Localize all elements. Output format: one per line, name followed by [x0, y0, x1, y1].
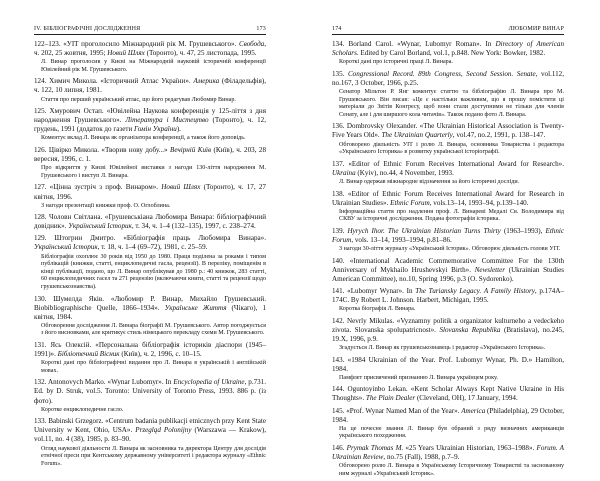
entry-citation	[34, 40, 266, 58]
citation-text: 133. Babinski Grzegorz. «Centrum badania publikacji etnicznych przy Kent State University w Kent, Ohio, USA».	[34, 417, 266, 435]
citation-text: , vol.47, no.2, 1991, p. 138–147.	[452, 131, 546, 140]
entry-annotation: З нагоди 30-ліття журналу «Український Історик». Обговорює діяльність голови УІТ.	[339, 246, 561, 253]
entry-citation	[34, 341, 266, 359]
citation-text: (Торонто), ч. 17, 27 квітня, 1996.	[34, 183, 266, 201]
italic-title: The Ukrainian Quarterly	[381, 131, 453, 140]
bibliography-entry	[332, 317, 564, 353]
italic-title: Forum. A Ukrainian Review	[332, 443, 565, 462]
italic-title: Congressional Record. 89th Congress, Second Session. Senate	[347, 69, 536, 78]
bibliography-entry	[34, 77, 266, 104]
italic-title: The Plain Dealer	[365, 394, 416, 403]
citation-text: (Kyiv), no.44, 4 November, 1993.	[355, 168, 454, 177]
citation-text: 125. Хмурович Остап. «Ювілейна Наукова конференція у 125-ліття з дня народження Грушевського».	[34, 107, 266, 125]
entry-annotation: Короткі дані про бібліографічні видання про Л. Винара в українській і англійській мовах.	[41, 360, 266, 374]
citation-text: 122–123. «УІТ проголосило Міжнародний рік М. Грушевського».	[34, 40, 239, 48]
citation-text: 128. Чоловн Світлана. «Грушевськіана Любомира Винара: бібліографічний довідник».	[34, 213, 266, 231]
bibliography-entry	[34, 417, 266, 468]
entry-citation	[332, 385, 564, 403]
italic-title: Ethnic Forum	[390, 198, 430, 207]
italic-title: Encyclopedia of Ukraine	[173, 378, 245, 387]
entry-annotation: Сенатор Мільтон Р. Янг коментує статтю та бібліографію Л. Винара про М. Грушевського. Він писав: «Це є настільки важливим, що я прошу помістити ці матеріали до Звітів Конгресу, щоб вони стали доступними не тільки для членів Сенату, але і для ширшого кола читачів». Також подано фото Л. Винара.	[339, 88, 564, 118]
citation-text: 124. Химич Микола. «Історичний Атлас України».	[34, 77, 194, 86]
citation-text: (Cleveland, OH), 17 January, 1994.	[415, 394, 518, 403]
page-number: 173	[256, 26, 266, 32]
italic-title: Література і Мистецтво	[125, 116, 209, 125]
italic-title: Ethnic Forum	[332, 226, 565, 244]
entry-citation	[332, 356, 564, 374]
bibliography-entry	[34, 107, 266, 143]
bibliography-entry	[34, 234, 266, 291]
bibliography-entry	[34, 378, 266, 414]
citation-text: (Київ), ч. 2, 1996, с. 10–15.	[119, 350, 202, 359]
citation-text: . Edited by Carol Borland, vol.1, p.848. New York: Bowker, 1982.	[356, 49, 546, 58]
citation-text: , no.75 (Fall), 1988, p.7–9.	[383, 453, 460, 462]
bibliography-entry	[332, 385, 564, 403]
citation-text: , ч. 202, 25 жовтня, 1995;	[34, 40, 266, 58]
citation-text: 136. Dombrovsky Olexander. «The Ukrainian Historical Association is Twenty-Five Years Old».	[332, 122, 564, 140]
bibliography-entry	[332, 407, 564, 441]
entry-citation	[332, 70, 564, 88]
citation-text: 137. «Editor of Ethnic Forum Receives International Award for Research».	[332, 159, 564, 168]
entry-citation	[34, 417, 266, 444]
entry-citation	[34, 107, 266, 134]
citation-text: (Philadelphia), 29 October, 1984.	[332, 406, 565, 424]
bibliography-entry	[34, 40, 266, 74]
bibliography-entry	[332, 257, 564, 284]
running-header	[34, 26, 266, 35]
italic-title: Бібліотечний Вісник	[57, 350, 120, 359]
bibliography-entry	[332, 227, 564, 254]
bibliography-entries	[332, 40, 564, 478]
entry-annotation: Коментує вклад Л. Винара як організатора конференції, а також його доповідь.	[41, 135, 246, 142]
citation-text: 126. Цівірко Микола. «Творив нову добу...»	[34, 146, 170, 155]
citation-text: (Чікаго), 1 квітня, 1984.	[34, 303, 266, 321]
bibliography-entry	[332, 160, 564, 187]
citation-text: , p.174A–174C. By Robert L. Johnson. Harbert, Michigan, 1995.	[332, 286, 564, 305]
italic-title: Українське Життя	[164, 303, 227, 312]
italic-title: Directory of American Scholars	[332, 40, 564, 58]
left-page	[34, 26, 266, 471]
entry-citation	[332, 407, 564, 425]
citation-text: 143. «1984 Ukrainian of the Year. Prof. Lubomyr Wynar, Ph. D.» Hamilton, 1984.	[332, 355, 564, 373]
citation-text: (Торонто), ч. 47, 25 листопада, 1995.	[144, 49, 257, 58]
citation-text: , vols.13–14, 1993–94, p.139–140.	[429, 198, 529, 207]
citation-text: 127. «Цінна зустріч з проф. Винаром».	[34, 183, 162, 192]
entry-citation	[34, 295, 266, 322]
bibliography-entry	[332, 190, 564, 224]
bibliography-entry	[332, 287, 564, 314]
italic-title: America	[461, 406, 486, 415]
citation-text: 141. «Lubomyr Wynar». In	[332, 286, 416, 295]
citation-text: , p.731. Ed. by D. Struk, vol.5. Toronto: University of Toronto Press, 1993. 886 p. (із фото).	[34, 378, 267, 405]
entry-citation	[332, 287, 564, 305]
bibliography-entry	[34, 146, 266, 180]
entry-annotation: Памфлет присвячений признанню Л. Винара українцем року.	[339, 374, 498, 381]
citation-text: (Філадельфія), ч. 122, 10 липня, 1981.	[34, 77, 266, 95]
entry-annotation: Л. Винар одержав міжнародне відзначення за його історичні досліди.	[339, 178, 520, 185]
bibliography-entry	[332, 40, 564, 67]
section-title: ЛЮБОМИР ВИНАР	[508, 26, 564, 32]
citation-text: , т. 34, ч. 1–4 (132–135), 1997, с. 238–274.	[131, 222, 256, 231]
citation-text: 134. Borland Carol. «Wynar, Lubomyr Roman». In	[332, 40, 496, 48]
entry-citation	[332, 257, 564, 284]
citation-text: 132. Antonovych Marko. «Wynar Lubomyr». In	[34, 378, 174, 387]
italic-title: Hyrych Ihor. The Ukrainian Historian Turns Thirty	[347, 226, 501, 235]
entry-annotation: З нагоди презентації книжки проф. О. Оглоблина.	[41, 202, 171, 209]
citation-text: 130. Шумелда Яків. «Любомир Р. Винар, Михайло Грушевський. Biobibliographische Quelle, 1866–1934».	[34, 294, 266, 312]
entry-citation	[34, 146, 266, 164]
bibliography-entry	[34, 213, 266, 231]
page-number: 174	[332, 26, 342, 32]
entry-annotation: На це почесне звання Л. Винар був обраний з ряду визначних американців українського походження.	[339, 425, 564, 440]
citation-text: 144. Oguntoyinbo Lekan. «Kent Scholar Always Kept Native Ukraine in His Thoughts».	[332, 385, 564, 403]
bibliography-entry	[34, 183, 266, 210]
entry-citation	[332, 122, 564, 140]
citation-text: 142. Nevrly Mikulas. «Vyznamny politik a organizator kulturneho a vedeckeho zivota. Slovanska spolupatricnost».	[332, 316, 564, 334]
entry-citation	[34, 183, 266, 201]
citation-text: (Ukrainian Studies American Committee), no.10, Spring 1996, p.3 (O. Sydorenko).	[332, 265, 564, 283]
entry-annotation: Про відкриття у Києві Ювілейної виставки з нагоди 130-ліття народження М. Грушевського і виступ Л. Винара.	[41, 165, 266, 179]
citation-text: 135.	[332, 69, 348, 78]
entry-citation	[332, 190, 564, 208]
entry-citation	[332, 317, 564, 344]
entry-annotation: Коротке енциклопедичне гасло.	[41, 406, 124, 413]
entry-citation	[34, 213, 266, 231]
bibliography-entry	[332, 356, 564, 383]
italic-title: Гомін України	[134, 125, 177, 134]
right-page	[332, 26, 564, 481]
entry-annotation: Л. Винар проголосив у Києві на Міжнародній науковій історичній конференції Ювілейний рік М. Грушевського.	[41, 59, 266, 73]
entry-citation	[332, 160, 564, 178]
citation-text: «25 Years Ukrainian Historian, 1963–1988».	[403, 443, 537, 452]
italic-title: Український Історик	[68, 222, 132, 231]
entry-annotation: Коротка біографія Л. Винара.	[339, 306, 416, 313]
italic-title: Ukraina	[332, 168, 356, 177]
citation-text: 131. Ясь Олексій. «Персональна бібліографія істориків діаспори (1945–1991)».	[34, 341, 266, 359]
entry-annotation: Бібліографія охоплює 30 років від 1950 до 1980. Праця поділена за роками і типом публікацій (книжки, статті, енциклопедичні гасла, рецензії). В переліку, поміщенім в кінці публікації, подано, що Л. Винар опублікував до 1980 р.: 40 книжок, 283 статті, 60 енциклопедичних гасел та 271 рецензію (включаючи книги, статті та рецензії щодо грушевськознавства).	[41, 253, 266, 290]
italic-title: Америка	[193, 77, 220, 86]
bibliography-entries	[34, 40, 266, 468]
bibliography-entry	[34, 341, 266, 375]
entry-annotation: Короткі дані про історичні праці Л. Винара.	[339, 59, 453, 66]
section-title: IV. БІБЛІОГРАФІЧНІ ДОСЛІДЖЕННЯ	[34, 26, 141, 32]
entry-citation	[34, 378, 266, 405]
italic-title: Свобода	[238, 40, 265, 48]
italic-title: The Turiansky Legacy. A Family History	[415, 286, 535, 295]
citation-text: (Торонто), ч. 12, грудень, 1991 (додаток до газети	[34, 116, 266, 134]
citation-text: 129. Штогрин Дмитро. «Бібліографія праць Любомира Винара».	[34, 234, 266, 243]
citation-text: (Bratislava), no.245, 19.X, 1996, p.9.	[332, 325, 565, 343]
citation-text: , т. 18, ч. 1–4 (69–72), 1981, с. 25–59.	[97, 243, 208, 252]
entry-annotation: Обговорено діяльність УІТ і ролю Л. Винара, основника Товариства і редактора «Українського Історика» в розвитку української історіографії.	[339, 141, 564, 156]
entry-annotation: Згадується Л. Винар як грушевськознавець і редактор «Українського Історика».	[339, 345, 546, 351]
citation-text: , vol.112, no.167, 3 October, 1966, p.25.	[332, 69, 564, 87]
citation-text: 139.	[332, 226, 348, 235]
italic-title: Новий Шлях	[161, 183, 201, 192]
entry-annotation: Стаття про перший український атлас, що його редагував Любомир Винар.	[41, 96, 236, 103]
bibliography-entry	[332, 122, 564, 156]
citation-text: (Warszawa — Krakow), vol.11, no. 4 (38), 1985, p. 83–90.	[34, 426, 266, 444]
running-header	[332, 26, 564, 35]
italic-title: Новий Шлях	[107, 49, 145, 58]
italic-title: Slovanska Republika	[439, 325, 501, 334]
bibliography-entry	[34, 295, 266, 338]
entry-annotation: Обговорено ролю Л. Винара в Українському Історичному Товаристві та заснованому ним журналі «Український Історик».	[339, 463, 564, 477]
entry-annotation: Інформаційна стаття про надлення проф. Л. Винареві Медалі Св. Володимира від СКВУ за історичні дослідження. Подана фотографія історика.	[339, 208, 564, 223]
italic-title: Newsletter	[474, 265, 506, 274]
italic-title: Вечірній Київ	[169, 146, 212, 155]
citation-text: 140. «International Academic Commemorative Committee For the 130th Anniversary of Mykhailo Hrushevskyi Birth».	[332, 256, 564, 274]
entry-citation	[332, 40, 564, 58]
italic-title: Przegląd Polonijny	[135, 426, 192, 435]
citation-text: , vols. 13–14, 1993–1994, p.81–86.	[351, 235, 452, 244]
bibliography-entry	[332, 70, 564, 120]
citation-text: 146.	[332, 443, 347, 452]
italic-title: Prymak Thomas M.	[346, 443, 404, 452]
entry-citation	[332, 227, 564, 245]
bibliography-entry	[332, 444, 564, 478]
entry-citation	[34, 77, 266, 95]
italic-title: Український Історик	[34, 243, 98, 252]
citation-text: 145. «Prof. Wynar Named Man of the Year».	[332, 406, 462, 415]
entry-citation	[34, 234, 266, 252]
entry-citation	[332, 444, 564, 462]
entry-annotation: Обговорення дослідження Л. Винара біографії М. Грушевського. Автор погоджується з його висновками, але критикує стиль німецького перекладу схеми М. Грушевського.	[41, 322, 266, 337]
citation-text: 138. «Editor of Ethnic Forum Receives International Award for Research in Ukrainian Studies».	[332, 189, 564, 207]
entry-annotation: Огляд наукової діяльности Л. Винара як засновника та директора Центру для дослідів етнічної преси при Кентському державному університеті і редактора журналу «Ethnic Forum».	[41, 445, 266, 467]
citation-text: ).	[176, 125, 181, 134]
citation-text: (Київ), ч. 203, 28 вересня, 1996, с. 1.	[34, 146, 266, 164]
citation-text: (1963–1993),	[500, 226, 546, 235]
